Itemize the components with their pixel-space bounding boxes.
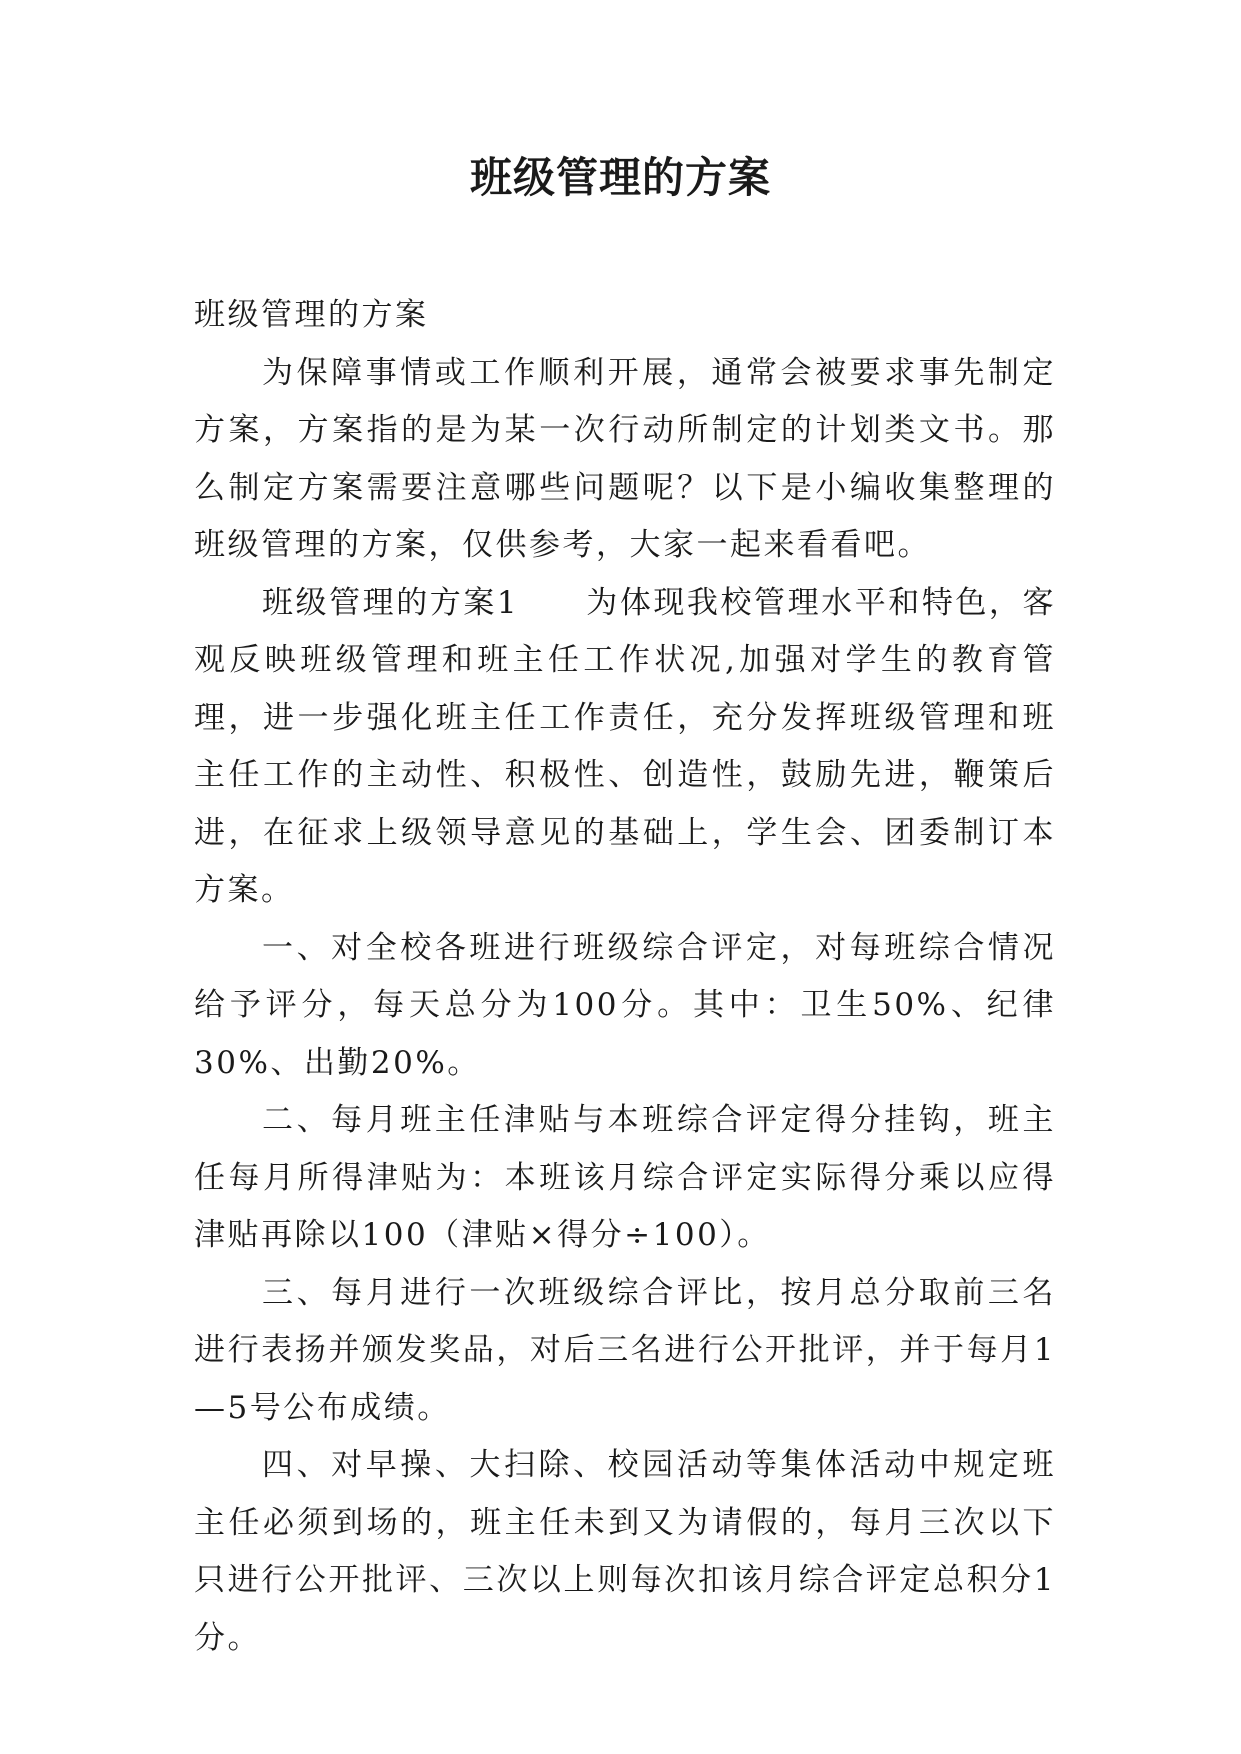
document-body bbox=[194, 287, 1056, 1667]
paragraph-heading: 班级管理的方案 bbox=[194, 297, 429, 333]
paragraph-item-2: 二、每月班主任津贴与本班综合评定得分挂钩，班主任每月所得津贴为：本班该月综合评定实际得分乘以应得津贴再除以100（津贴×得分÷100）。 bbox=[194, 1102, 1056, 1253]
document-title: 班级管理的方案 bbox=[469, 153, 771, 202]
paragraph-item-4: 四、对早操、大扫除、校园活动等集体活动中规定班主任必须到场的，班主任未到又为请假的，每月三次以下只进行公开批评、三次以上则每次扣该月综合评定总积分1分。 bbox=[194, 1447, 1056, 1656]
paragraph-item-3: 三、每月进行一次班级综合评比，按月总分取前三名进行表扬并颁发奖品，对后三名进行公开批评，并于每月1—5号公布成绩。 bbox=[194, 1274, 1056, 1426]
paragraph-plan-1: 班级管理的方案1 为体现我校管理水平和特色，客观反映班级管理和班主任工作状况,加强对学生的教育管理，进一步强化班主任工作责任，充分发挥班级管理和班主任工作的主动性、积极性、创造性，鼓励先进，鞭策后进，在征求上级领导意见的基础上，学生会、团委制订本方案。 bbox=[194, 584, 1056, 908]
paragraph-item-1: 一、对全校各班进行班级综合评定，对每班综合情况给予评分，每天总分为100分。其中：卫生50%、纪律30%、出勤20%。 bbox=[194, 929, 1056, 1081]
paragraph-intro: 为保障事情或工作顺利开展，通常会被要求事先制定方案，方案指的是为某一次行动所制定的计划类文书。那么制定方案需要注意哪些问题呢？以下是小编收集整理的班级管理的方案，仅供参考，大家一起来看看吧。 bbox=[194, 354, 1056, 563]
